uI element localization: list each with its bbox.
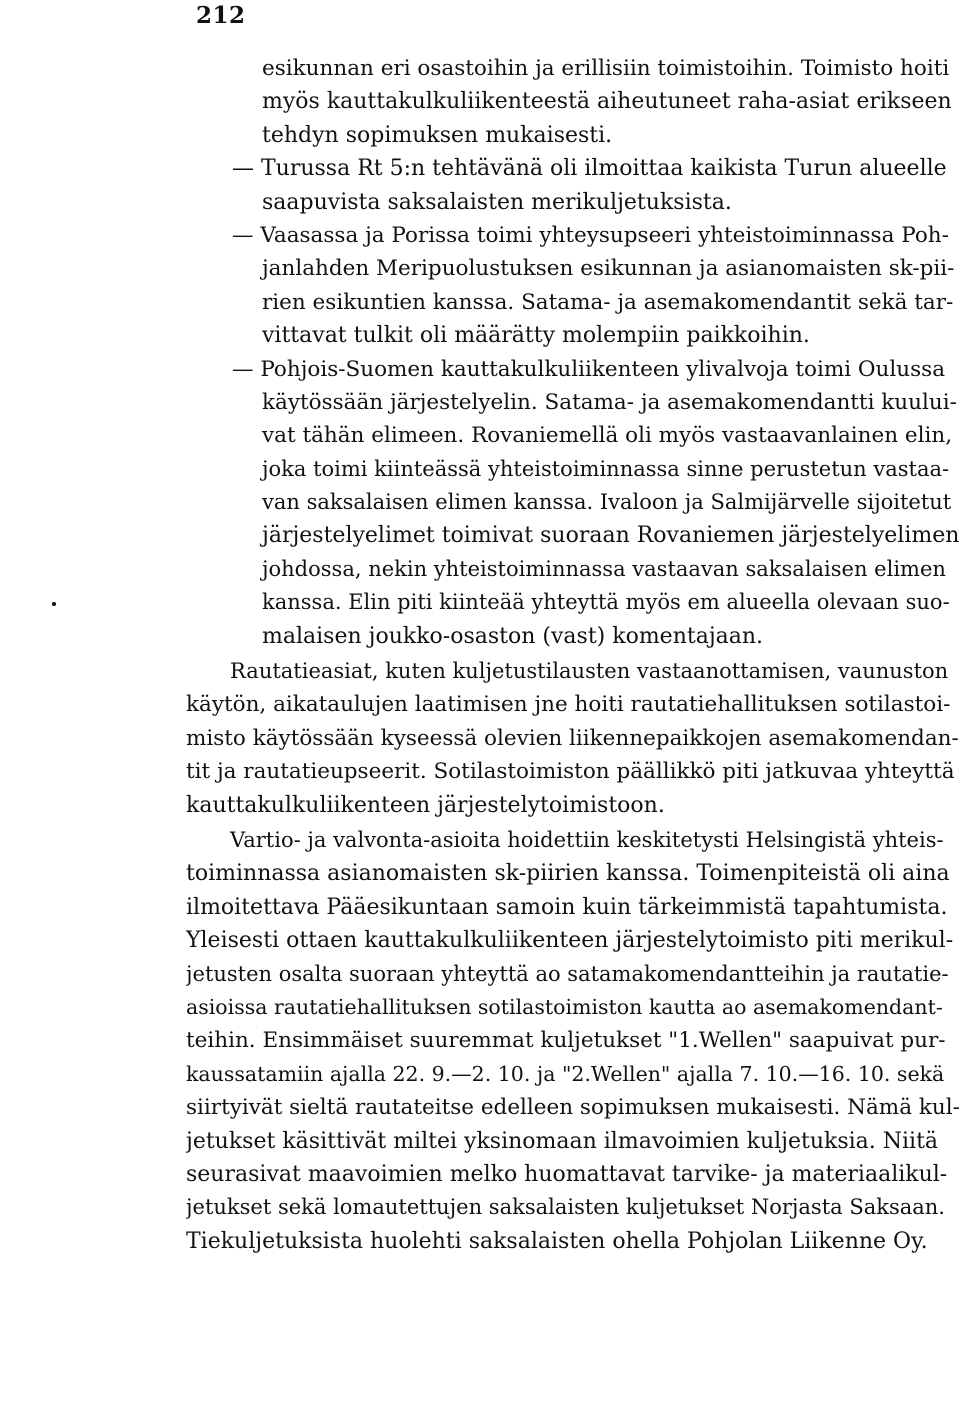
text-line: janlahden Meripuolustuksen esikunnan ja asianomaisten sk-pii- (262, 256, 955, 282)
text-line: myös kauttakulkuliikenteestä aiheutuneet raha-asiat erikseen (262, 89, 952, 115)
body-text (186, 52, 960, 1258)
text-line: käytön, aikataulujen laatimisen jne hoiti rautatiehallituksen sotilastoi- (186, 692, 951, 718)
text-line: vittavat tulkit oli määrätty molempiin paikkoihin. (262, 323, 810, 349)
page-number: 212 (196, 2, 246, 29)
text-line: Rautatieasiat, kuten kuljetustilausten vastaanottamisen, vaunuston (230, 659, 949, 684)
text-line: kauttakulkuliikenteen järjestelytoimistoon. (186, 792, 665, 818)
text-line: — Vaasassa ja Porissa toimi yhteysupseeri yhteistoiminnassa Poh- (232, 222, 949, 248)
text-line: Tiekuljetuksista huolehti saksalaisten ohella Pohjolan Liikenne Oy. (186, 1228, 928, 1254)
text-line: käytössään järjestelyelin. Satama- ja asemakomendantti kuului- (262, 389, 957, 415)
stray-ink-mark (52, 602, 56, 606)
text-line: toiminnassa asianomaisten sk-piirien kanssa. Toimenpiteistä oli aina (186, 861, 950, 887)
text-line: — Pohjois-Suomen kauttakulkuliikenteen ylivalvoja toimi Oulussa (232, 356, 946, 382)
text-line: joka toimi kiinteässä yhteistoiminnassa sinne perustetun vastaa- (262, 456, 950, 481)
text-line: Yleisesti ottaen kauttakulkuliikenteen järjestelytoimisto piti merikul- (186, 928, 954, 954)
text-line: järjestelyelimet toimivat suoraan Rovaniemen järjestelyelimen (262, 523, 960, 549)
text-line: kanssa. Elin piti kiinteää yhteyttä myös em alueella olevaan suo- (262, 590, 950, 615)
text-line: siirtyivät sieltä rautateitse edelleen sopimuksen mukaisesti. Nämä kul- (186, 1095, 960, 1121)
text-line: jetukset käsittivät miltei yksinomaan ilmavoimien kuljetuksia. Niitä (186, 1128, 939, 1154)
text-line: jetukset sekä lomautettujen saksalaisten kuljetukset Norjasta Saksaan. (186, 1195, 945, 1220)
text-line: misto käytössään kyseessä olevien liikennepaikkojen asemakomendan- (186, 725, 959, 751)
text-line: tit ja rautatieupseerit. Sotilastoimiston päällikkö piti jatkuvaa yhteyttä (186, 759, 955, 785)
text-line: ilmoitettava Pääesikuntaan samoin kuin tärkeimmistä tapahtumista. (186, 894, 948, 920)
text-line: seurasivat maavoimien melko huomattavat tarvike- ja materiaalikul- (186, 1161, 948, 1187)
text-line: tehdyn sopimuksen mukaisesti. (262, 122, 613, 148)
text-line: teihin. Ensimmäiset suuremmat kuljetukset "1.Wellen" saapuivat pur- (186, 1028, 946, 1054)
text-line: jetusten osalta suoraan yhteyttä ao satamakomendantteihin ja rautatie- (186, 961, 949, 986)
text-line: saapuvista saksalaisten merikuljetuksista. (262, 189, 732, 215)
text-line: asioissa rautatiehallituksen sotilastoimiston kautta ao asemakomendant- (186, 994, 943, 1019)
text-line: van saksalaisen elimen kanssa. Ivaloon ja Salmijärvelle sijoitetut (262, 490, 952, 515)
text-line: malaisen joukko-osaston (vast) komentajaan. (262, 623, 764, 649)
text-line: esikunnan eri osastoihin ja erillisiin toimistoihin. Toimisto hoiti (262, 56, 950, 81)
text-line: — Turussa Rt 5:n tehtävänä oli ilmoittaa kaikista Turun alueelle (232, 156, 947, 182)
text-line: kaussatamiin ajalla 22. 9.—2. 10. ja "2.Wellen" ajalla 7. 10.—16. 10. sekä (186, 1061, 945, 1086)
text-line: vat tähän elimeen. Rovaniemellä oli myös vastaavanlainen elin, (262, 423, 953, 449)
text-line: johdossa, nekin yhteistoiminnassa vastaavan saksalaisen elimen (262, 556, 946, 581)
text-line: rien esikuntien kanssa. Satama- ja asemakomendantit sekä tar- (262, 289, 954, 315)
text-line: Vartio- ja valvonta-asioita hoidettiin keskitetysti Helsingistä yhteis- (230, 827, 944, 852)
